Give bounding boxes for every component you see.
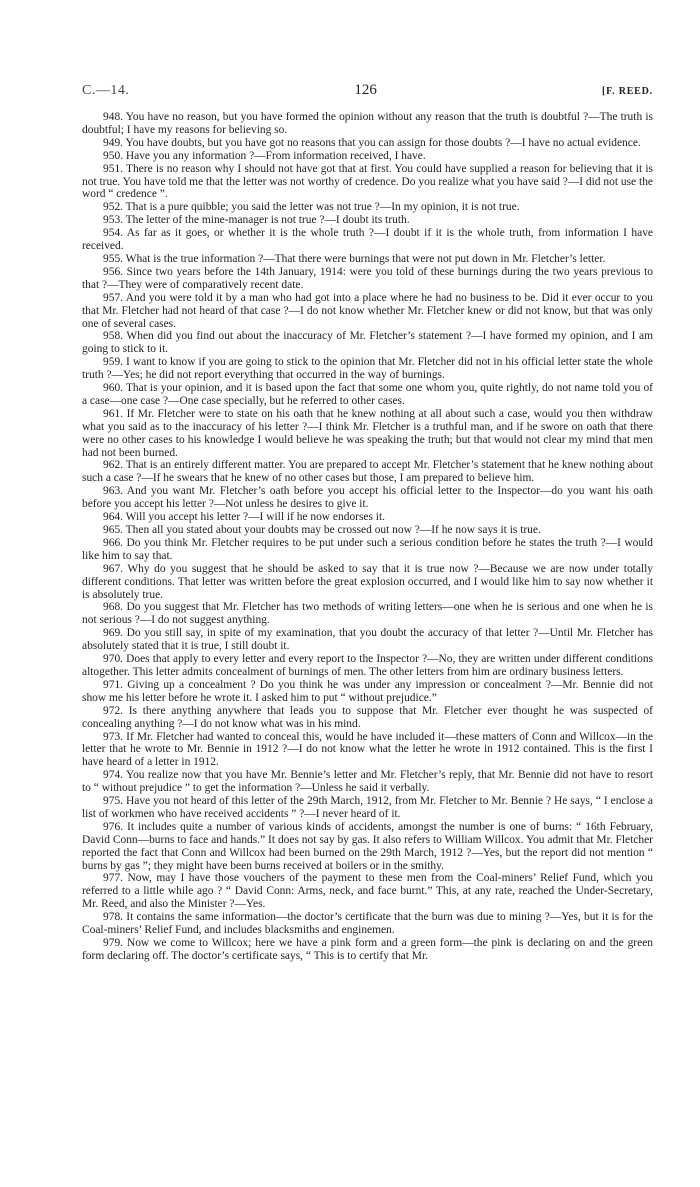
question-978: 978. It contains the same information—the doctor’s certificate that the burn was due to mining ?—Yes, but it is for the Coal-miners’ Relief Fund, and includes blacksmiths and enginemen.	[82, 911, 653, 937]
question-974: 974. You realize now that you have Mr. Bennie’s letter and Mr. Fletcher’s reply, that Mr. Bennie did not have to resort to “ without prejudice ” to get the information ?—Unless he said it verbally.	[82, 769, 653, 795]
question-973: 973. If Mr. Fletcher had wanted to conceal this, would he have included it—these matters of Conn and Willcox—in the letter that he wrote to Mr. Bennie in 1912 ?—I do not know what the letter he wrote in 1912 contained. This is the first I have heard of a letter in 1912.	[82, 730, 653, 769]
question-950: 950. Have you any information ?—From information received, I have.	[103, 149, 426, 162]
question-960: 960. That is your opinion, and it is based upon the fact that some one whom you, quite rightly, do not name told you of a case—one case ?—One case specially, but he referred to other cases.	[82, 382, 653, 407]
question-971: 971. Giving up a concealment ? Do you think he was under any impression or concealment ?—Mr. Bennie did not show me his letter before he wrote it. I asked him to put “ without prejudice.”	[82, 678, 653, 704]
question-966: 966. Do you think Mr. Fletcher requires to be put under such a serious condition before he states the truth ?—I would like him to say that.	[82, 536, 653, 562]
question-969: 969. Do you still say, in spite of my examination, that you doubt the accuracy of that letter ?—Until Mr. Fletcher has absolutely stated that it is true, I still doubt it.	[82, 627, 653, 653]
testimony-body	[82, 111, 653, 963]
question-952: 952. That is a pure quibble; you said the letter was not true ?—In my opinion, it is not true.	[103, 201, 520, 214]
question-965: 965. Then all you stated about your doubts may be crossed out now ?—If he now says it is true.	[103, 524, 541, 536]
question-972: 972. Is there anything anywhere that leads you to suppose that Mr. Fletcher ever thought he was suspected of concealing anything ?—I do not know what was in his mind.	[82, 704, 653, 730]
question-976: 976. It includes quite a number of various kinds of accidents, amongst the number is one of burns: “ 16th February, David Conn—burns to face and hands.” It does not say by gas. It also refers to William Willcox. You admit that Mr. Fletcher reported the fact that Conn and Willcox had been burned on the 29th March, 1912 ?—Yes, but the report did not mention “ burns by gas ”; they might have been burns received at boilers or in the smithy.	[82, 820, 653, 872]
question-970: 970. Does that apply to every letter and every report to the Inspector ?—No, they are written under different conditions altogether. This letter admits concealment of burnings of men. The other letters from him are ordinary business letters.	[82, 653, 653, 678]
page-header	[82, 82, 653, 99]
question-979: 979. Now we come to Willcox; here we have a pink form and a green form—the pink is declaring on and the green form declaring off. The doctor’s certificate says, “ This is to certify that Mr.	[82, 937, 653, 962]
question-957: 957. And you were told it by a man who had got into a place where he had no business to be. Did it ever occur to you that Mr. Fletcher had not heard of that case ?—I do not know whether Mr. Fletcher knew or did not know, but that was only one of several cases.	[82, 291, 653, 330]
question-959: 959. I want to know if you are going to stick to the opinion that Mr. Fletcher did not in his official letter state the whole truth ?—Yes; he did not report everything that occurred in the way of burnings.	[82, 356, 653, 382]
question-949: 949. You have doubts, but you have got no reasons that you can assign for those doubts ?—I have no actual evidence.	[103, 136, 641, 149]
question-958: 958. When did you find out about the inaccuracy of Mr. Fletcher’s statement ?—I have formed my opinion, and I am going to stick to it.	[82, 330, 653, 356]
question-953: 953. The letter of the mine-manager is not true ?—I doubt its truth.	[103, 214, 410, 227]
question-977: 977. Now, may I have those vouchers of the payment to these men from the Coal-miners’ Relief Fund, which you referred to a little while ago ? “ David Conn: Arms, neck, and face burnt.” This, at any rate, reached the Under-Secretary, Mr. Reed, and also the Minister ?—Yes.	[82, 872, 653, 911]
witness-name: [F. REED.	[601, 86, 653, 97]
question-961: 961. If Mr. Fletcher were to state on his oath that he knew nothing at all about such a case, would you then withdraw what you said as to the inaccuracy of his letter ?—I think Mr. Fletcher is a truthful man, and if he swore on oath that there were no other cases to his knowledge I would believe he was speaking the truth; but that would not clear my mind that men had not been burned.	[82, 407, 653, 459]
question-962: 962. That is an entirely different matter. You are prepared to accept Mr. Fletcher’s statement that he knew nothing about such a case ?—If he swears that he knew of no other cases but those, I am prepared to believe him.	[82, 459, 653, 485]
question-955: 955. What is the true information ?—That there were burnings that were not put down in Mr. Fletcher’s letter.	[103, 252, 606, 265]
document-reference: C.—14.	[82, 83, 130, 98]
question-951: 951. There is no reason why I should not have got that at first. You could have supplied a reason for believing that it is not true. You have told me that the letter was not worthy of credence. Do you realize what you have said ?—I did not use the word “ credence ”.	[82, 162, 653, 201]
question-948: 948. You have no reason, but you have formed the opinion without any reason that the truth is doubtful ?—The truth is doubtful; I have my reasons for believing so.	[82, 111, 653, 136]
question-963: 963. And you want Mr. Fletcher’s oath before you accept his official letter to the Inspector—do you want his oath before you accept his letter ?—Not unless he desires to give it.	[82, 485, 653, 511]
question-964: 964. Will you accept his letter ?—I will if he now endorses it.	[103, 511, 386, 524]
question-975: 975. Have you not heard of this letter of the 29th March, 1912, from Mr. Fletcher to Mr. Bennie ? He says, “ I enclose a list of workmen who have received accidents ” ?—I never heard of it.	[82, 795, 653, 820]
question-968: 968. Do you suggest that Mr. Fletcher has two methods of writing letters—one when he is serious and one when he is not serious ?—I do not suggest anything.	[82, 601, 653, 627]
question-967: 967. Why do you suggest that he should be asked to say that it is true now ?—Because we are now under totally different conditions. That letter was written before the great explosion occurred, and I would like him to say now whether it is absolutely true.	[82, 562, 653, 601]
question-956: 956. Since two years before the 14th January, 1914: were you told of these burnings during the two years previous to that ?—They were of comparatively recent date.	[82, 265, 653, 291]
page-number: 126	[354, 82, 377, 98]
question-954: 954. As far as it goes, or whether it is the whole truth ?—I doubt if it is the whole truth, from information I have received.	[82, 227, 653, 253]
